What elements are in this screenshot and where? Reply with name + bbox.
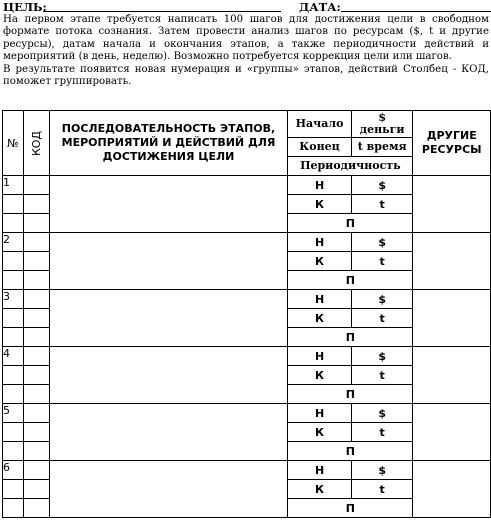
step-time-cell[interactable]: t: [351, 195, 413, 214]
money-symbol: $: [378, 111, 386, 124]
step-row: [3, 176, 491, 195]
step-number-subcell: [3, 195, 24, 214]
step-description-cell[interactable]: [49, 404, 287, 461]
step-end-cell[interactable]: К: [288, 309, 352, 328]
step-other-resources-cell[interactable]: [413, 176, 491, 233]
money-label: деньги: [359, 123, 405, 136]
step-description-cell[interactable]: [49, 290, 287, 347]
step-code-subcell[interactable]: [23, 423, 49, 442]
step-other-resources-cell[interactable]: [413, 461, 491, 518]
other-resources-column-header: ДРУГИЕ РЕСУРСЫ: [413, 111, 491, 176]
step-row: [3, 404, 491, 423]
step-number: 5: [3, 404, 24, 423]
step-period-cell[interactable]: П: [288, 385, 413, 404]
step-code-subcell[interactable]: [23, 271, 49, 290]
step-other-resources-cell[interactable]: [413, 233, 491, 290]
step-code-cell[interactable]: [23, 233, 49, 252]
step-money-cell[interactable]: $: [351, 176, 413, 195]
step-start-cell[interactable]: Н: [288, 233, 352, 252]
step-code-cell[interactable]: [23, 290, 49, 309]
step-number: 2: [3, 233, 24, 252]
number-column-header: №: [3, 111, 24, 176]
step-other-resources-cell[interactable]: [413, 290, 491, 347]
step-row: [3, 290, 491, 309]
step-number: 6: [3, 461, 24, 480]
start-column-header: Начало: [288, 111, 352, 138]
step-end-cell[interactable]: К: [288, 480, 352, 499]
step-end-cell[interactable]: К: [288, 195, 352, 214]
step-other-resources-cell[interactable]: [413, 347, 491, 404]
period-column-header: Периодичность: [288, 157, 413, 176]
instructions: [3, 14, 489, 88]
document-header: [3, 0, 491, 14]
step-end-cell[interactable]: К: [288, 252, 352, 271]
step-code-subcell[interactable]: [23, 309, 49, 328]
money-column-header: [351, 111, 413, 138]
step-number-subcell: [3, 328, 24, 347]
step-start-cell[interactable]: Н: [288, 404, 352, 423]
step-number-subcell: [3, 366, 24, 385]
step-number-subcell: [3, 309, 24, 328]
step-number-subcell: [3, 214, 24, 233]
step-description-cell[interactable]: [49, 347, 287, 404]
step-code-subcell[interactable]: [23, 195, 49, 214]
plan-table: [2, 110, 491, 518]
time-column-header: t время: [351, 138, 413, 157]
step-end-cell[interactable]: К: [288, 423, 352, 442]
step-number: 1: [3, 176, 24, 195]
step-period-cell[interactable]: П: [288, 499, 413, 518]
step-start-cell[interactable]: Н: [288, 290, 352, 309]
step-period-cell[interactable]: П: [288, 214, 413, 233]
sequence-column-header: ПОСЛЕДОВАТЕЛЬНОСТЬ ЭТАПОВ, МЕРОПРИЯТИЙ И ДЕЙСТВИЙ ДЛЯ ДОСТИЖЕНИЯ ЦЕЛИ: [49, 111, 287, 176]
step-time-cell[interactable]: t: [351, 366, 413, 385]
code-column-label: КОД: [29, 130, 43, 156]
step-period-cell[interactable]: П: [288, 442, 413, 461]
step-description-cell[interactable]: [49, 461, 287, 518]
step-row: [3, 461, 491, 480]
step-code-subcell[interactable]: [23, 328, 49, 347]
step-number: 3: [3, 290, 24, 309]
step-money-cell[interactable]: $: [351, 233, 413, 252]
step-number-subcell: [3, 252, 24, 271]
step-money-cell[interactable]: $: [351, 347, 413, 366]
step-time-cell[interactable]: t: [351, 252, 413, 271]
step-code-subcell[interactable]: [23, 442, 49, 461]
date-label: ДАТА:: [299, 0, 341, 14]
step-code-subcell[interactable]: [23, 385, 49, 404]
step-number: 4: [3, 347, 24, 366]
step-number-subcell: [3, 442, 24, 461]
step-row: [3, 347, 491, 366]
step-description-cell[interactable]: [49, 176, 287, 233]
step-row: [3, 233, 491, 252]
step-money-cell[interactable]: $: [351, 461, 413, 480]
instructions-paragraph-1: На первом этапе требуется написать 100 шагов для достижения цели в свободном формате потока сознания. Затем провести анализ шагов по ресурсам ($, t и другие ресурсы), датам начала и окончания этапов, а также периодичности действий и мероприятий (в день, неделю). Возможно потребуется коррекция цели или шагов.: [3, 14, 489, 63]
date-line: [341, 11, 491, 12]
step-description-cell[interactable]: [49, 233, 287, 290]
step-code-subcell[interactable]: [23, 499, 49, 518]
step-number-subcell: [3, 271, 24, 290]
step-period-cell[interactable]: П: [288, 328, 413, 347]
step-money-cell[interactable]: $: [351, 290, 413, 309]
step-time-cell[interactable]: t: [351, 423, 413, 442]
step-number-subcell: [3, 385, 24, 404]
step-code-cell[interactable]: [23, 176, 49, 195]
code-column-header: [23, 111, 49, 176]
step-code-cell[interactable]: [23, 404, 49, 423]
step-period-cell[interactable]: П: [288, 271, 413, 290]
step-money-cell[interactable]: $: [351, 404, 413, 423]
goal-label: ЦЕЛЬ:: [3, 0, 47, 14]
step-end-cell[interactable]: К: [288, 366, 352, 385]
step-code-cell[interactable]: [23, 347, 49, 366]
step-number-subcell: [3, 423, 24, 442]
step-other-resources-cell[interactable]: [413, 404, 491, 461]
step-code-cell[interactable]: [23, 461, 49, 480]
step-start-cell[interactable]: Н: [288, 176, 352, 195]
end-column-header: Конец: [288, 138, 352, 157]
step-time-cell[interactable]: t: [351, 309, 413, 328]
step-code-subcell[interactable]: [23, 252, 49, 271]
step-number-subcell: [3, 480, 24, 499]
header-row-1: [3, 111, 491, 138]
instructions-paragraph-2: В результате появится новая нумерация и «группы» этапов, действий Столбец - КОД, поможет группировать.: [3, 63, 489, 88]
step-time-cell[interactable]: t: [351, 480, 413, 499]
step-code-subcell[interactable]: [23, 214, 49, 233]
step-start-cell[interactable]: Н: [288, 347, 352, 366]
step-number-subcell: [3, 499, 24, 518]
step-code-subcell[interactable]: [23, 480, 49, 499]
step-start-cell[interactable]: Н: [288, 461, 352, 480]
goal-line: [43, 11, 281, 12]
step-code-subcell[interactable]: [23, 366, 49, 385]
